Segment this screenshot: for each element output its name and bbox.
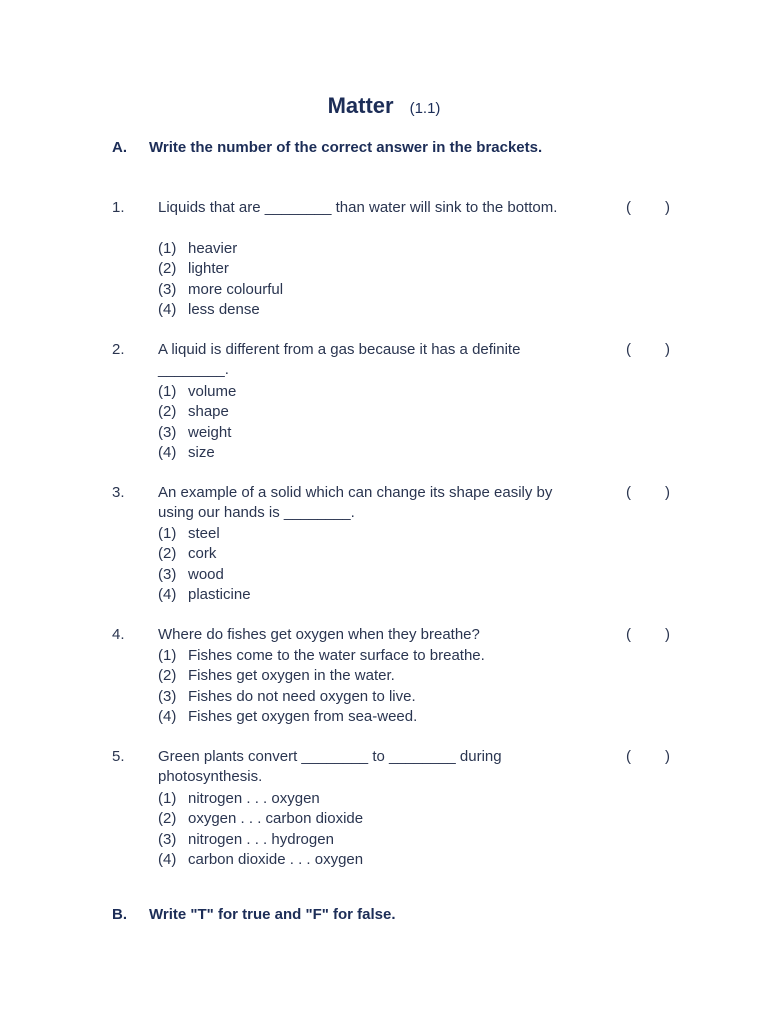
answer-bracket[interactable]	[626, 625, 670, 645]
bracket-close: )	[665, 484, 670, 501]
answer-bracket[interactable]	[626, 483, 670, 503]
section-a-instruction: Write the number of the correct answer in the brackets.	[149, 139, 543, 156]
option-list	[158, 382, 578, 463]
question-number: 3.	[112, 484, 125, 501]
option: (3) more colourful	[158, 280, 284, 298]
option: (3) nitrogen . . . hydrogen	[158, 830, 334, 848]
option: (2) cork	[158, 545, 217, 563]
bracket-close: )	[665, 748, 670, 765]
option-list	[158, 524, 578, 605]
option: (3) Fishes do not need oxygen to live.	[158, 687, 416, 705]
question-number: 1.	[112, 199, 125, 216]
option: (2) lighter	[158, 260, 229, 278]
option: (2) Fishes get oxygen in the water.	[158, 667, 395, 685]
question-number: 2.	[112, 341, 125, 358]
question-number: 4.	[112, 626, 125, 643]
option: (1) heavier	[158, 240, 238, 257]
page-header	[0, 93, 768, 119]
option: (4) Fishes get oxygen from sea-weed.	[158, 707, 418, 725]
bracket-open: (	[626, 748, 631, 765]
bracket-open: (	[626, 626, 631, 643]
question-text: Green plants convert ________ to ________ during photosynthesis.	[158, 748, 502, 785]
section-b-heading	[112, 906, 396, 923]
option: (4) plasticine	[158, 585, 251, 603]
option: (4) size	[158, 443, 215, 461]
question-text: Liquids that are ________ than water will sink to the bottom.	[158, 199, 558, 216]
option: (2) oxygen . . . carbon dioxide	[158, 810, 364, 828]
page-title: Matter	[327, 93, 394, 118]
option: (4) carbon dioxide . . . oxygen	[158, 850, 364, 868]
option: (2) shape	[158, 403, 229, 421]
section-a-letter: A.	[112, 139, 127, 156]
option-list	[158, 789, 578, 870]
answer-bracket[interactable]	[626, 198, 670, 218]
option: (1) nitrogen . . . oxygen	[158, 790, 320, 807]
option: (1) Fishes come to the water surface to breathe.	[158, 647, 485, 664]
option: (3) wood	[158, 565, 224, 583]
option: (1) volume	[158, 383, 237, 400]
option: (4) less dense	[158, 300, 260, 318]
option-list	[158, 646, 578, 727]
question-text: An example of a solid which can change its shape easily by using our hands is ________.	[158, 484, 553, 521]
section-a-heading	[112, 139, 542, 156]
question-number: 5.	[112, 748, 125, 765]
bracket-close: )	[665, 626, 670, 643]
question-text: Where do fishes get oxygen when they breathe?	[158, 626, 480, 643]
answer-bracket[interactable]	[626, 340, 670, 360]
option: (3) weight	[158, 423, 232, 441]
answer-bracket[interactable]	[626, 747, 670, 767]
bracket-open: (	[626, 341, 631, 358]
bracket-close: )	[665, 341, 670, 358]
question-text: A liquid is different from a gas because it has a definite ________.	[158, 341, 521, 378]
option: (1) steel	[158, 525, 220, 542]
page-title-number: (1.1)	[409, 100, 441, 117]
option-list	[158, 239, 578, 320]
section-b-letter: B.	[112, 906, 127, 923]
bracket-close: )	[665, 199, 670, 216]
section-b-instruction: Write "T" for true and "F" for false.	[149, 906, 396, 923]
bracket-open: (	[626, 484, 631, 501]
bracket-open: (	[626, 199, 631, 216]
